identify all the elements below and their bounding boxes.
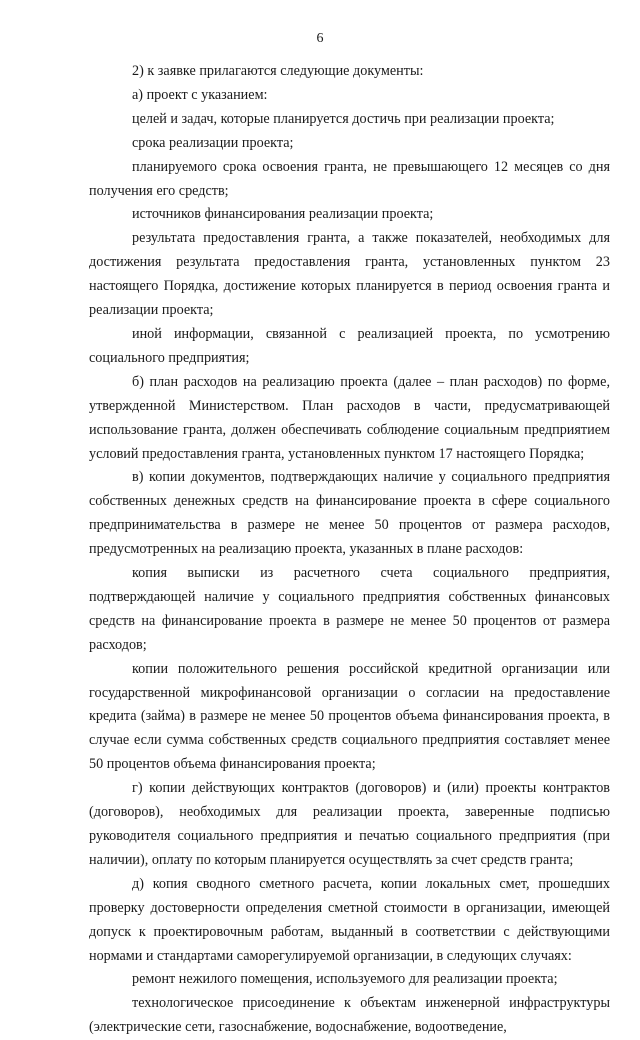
paragraph: технологическое присоединение к объектам инженерной инфраструктуры (электрические сети, газоснабжение, водоснабжение, водоотведение, [89,995,610,1036]
paragraph: 2) к заявке прилагаются следующие документы: [132,63,424,79]
paragraph: целей и задач, которые планируется достичь при реализации проекта; [132,110,555,127]
paragraph: г) копии действующих контрактов (договоров) и (или) проекты контрактов (договоров), необходимых для реализации проекта, заверенные подписью руководителя социального предприятия и печатью социального предприятия (при наличии), оплату по которым планируется осуществлять за счет средств гранта; [89,780,610,868]
paragraph: копии положительного решения российской кредитной организации или государственной микрофинансовой организации о согласии на предоставление кредита (займа) в размере не менее 50 процентов объема финансирования проекта, в случае если сумма собственных средств социального предприятия составляет менее 50 процентов объема финансирования проекта; [89,660,610,773]
page-number: 6 [316,31,324,46]
paragraph: а) проект с указанием: [132,86,268,103]
paragraph: результата предоставления гранта, а также показателей, необходимых для достижения результата предоставления гранта, установленных пунктом 23 настоящего Порядка, достижение которых планируется в период освоения гранта и реализации проекта; [89,230,610,319]
paragraph: планируемого срока освоения гранта, не превышающего 12 месяцев со дня получения его средств; [89,158,610,199]
paragraph: в) копии документов, подтверждающих наличие у социального предприятия собственных денежных средств на финансирование проекта в сфере социального предпринимательства в размере не менее 50 процентов от размера расходов, предусмотренных на реализацию проекта, указанных в плане расходов: [89,469,610,558]
paragraph: копия выписки из расчетного счета социального предприятия, подтверждающей наличие у социального предприятия собственных финансовых средств на финансирование проекта в размере не менее 50 процентов от размера расходов; [89,565,610,653]
paragraph: источников финансирования реализации проекта; [132,206,434,223]
paragraph: б) план расходов на реализацию проекта (далее – план расходов) по форме, утвержденной Министерством. План расходов в части, предусматривающей использование гранта, должен обеспечивать соблюдение социальным предприятием условий предоставления гранта, установленных пунктом 17 настоящего Порядка; [89,373,610,462]
document-body [89,60,610,1040]
paragraph: д) копия сводного сметного расчета, копии локальных смет, прошедших проверку достоверности определения сметной стоимости в организации, имеющей допуск к проектировочным работам, выданный в соответствии с действующими нормами и стандартами саморегулируемой организации, в следующих случаях: [89,875,610,964]
paragraph: иной информации, связанной с реализацией проекта, по усмотрению социального предприятия; [89,325,610,366]
paragraph: срока реализации проекта; [132,134,294,151]
paragraph: ремонт нежилого помещения, используемого для реализации проекта; [132,971,558,988]
